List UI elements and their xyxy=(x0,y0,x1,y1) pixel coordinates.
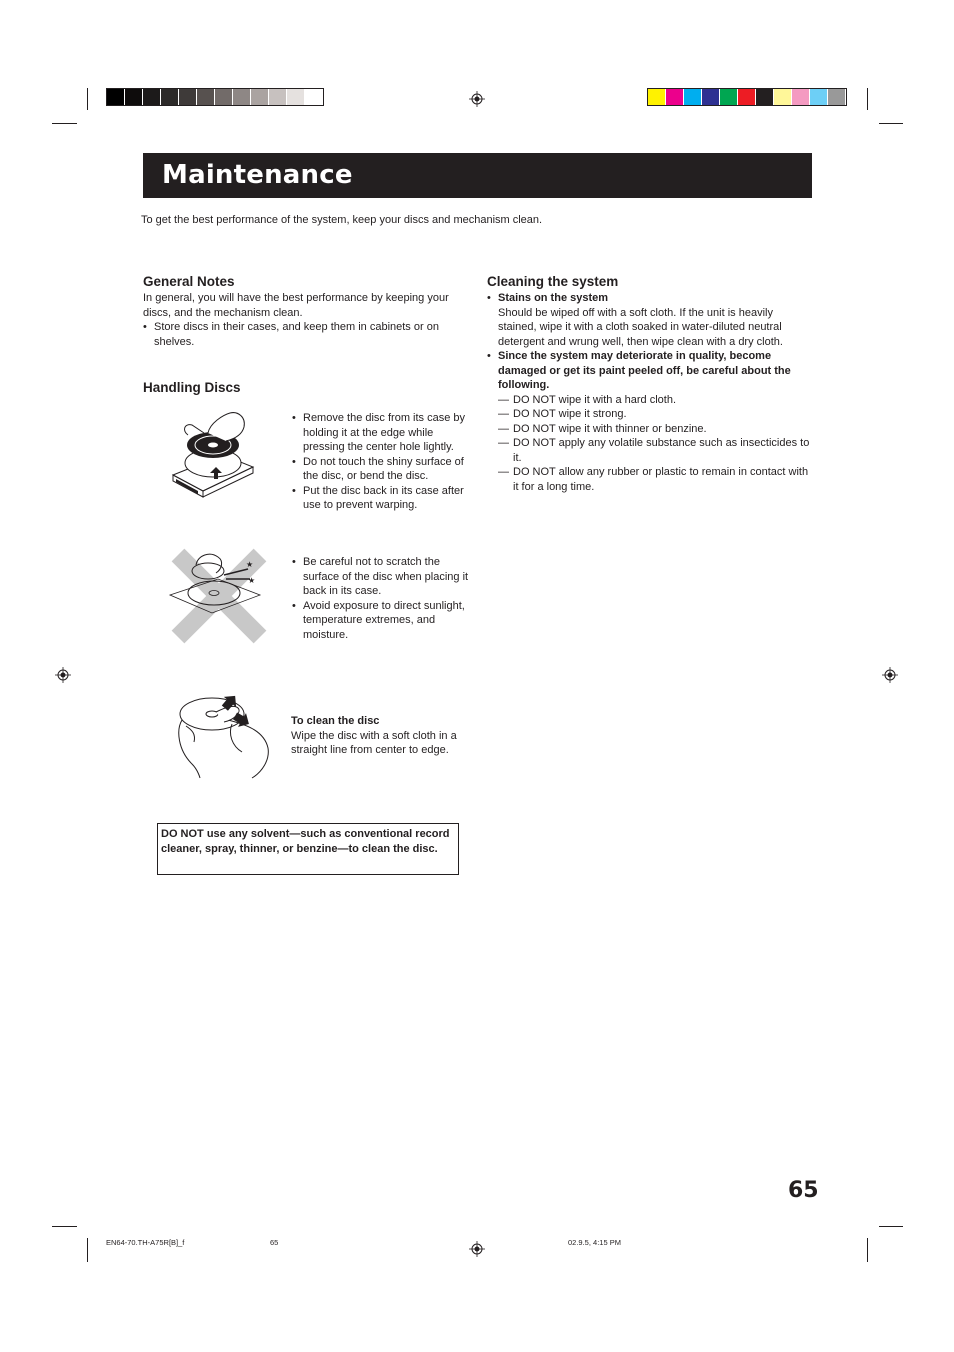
donts-list xyxy=(487,393,814,495)
title-bar xyxy=(143,153,812,198)
list-item: — DO NOT wipe it strong. xyxy=(498,407,814,422)
list-item: • Store discs in their cases, and keep them in cabinets or on shelves. xyxy=(143,320,473,349)
color-swatch xyxy=(648,89,666,105)
registration-mark-icon xyxy=(469,91,485,107)
list-item: • Put the disc back in its case after use to prevent warping. xyxy=(292,484,470,513)
list-item xyxy=(487,349,814,494)
color-swatch xyxy=(125,89,143,105)
general-notes-section xyxy=(143,291,473,349)
caution-title: Since the system may deteriorate in quality, become damaged or get its paint peeled off, be careful about the following. xyxy=(498,350,791,391)
disc-removal-illustration xyxy=(168,405,258,500)
color-swatch xyxy=(161,89,179,105)
handling-list-1 xyxy=(292,411,470,513)
color-swatch xyxy=(197,89,215,105)
color-swatch xyxy=(179,89,197,105)
color-swatch-bar xyxy=(647,88,847,106)
registration-mark-icon xyxy=(469,1241,485,1257)
crop-mark xyxy=(867,1238,868,1262)
clean-disc-title: To clean the disc xyxy=(291,715,380,727)
clean-disc-section xyxy=(291,714,469,758)
crop-mark xyxy=(867,88,868,110)
crop-mark xyxy=(879,123,903,124)
list-item xyxy=(487,291,814,349)
list-item: — DO NOT wipe it with thinner or benzine. xyxy=(498,422,814,437)
color-swatch xyxy=(287,89,305,105)
color-swatch xyxy=(738,89,756,105)
list-item: • Remove the disc from its case by holding it at the edge while pressing the center hole lightly. xyxy=(292,411,470,455)
list-item: — DO NOT wipe it with a hard cloth. xyxy=(498,393,814,408)
color-swatch xyxy=(143,89,161,105)
color-swatch xyxy=(684,89,702,105)
svg-text:★: ★ xyxy=(248,576,256,585)
color-swatch xyxy=(305,89,323,105)
color-swatch xyxy=(107,89,125,105)
general-notes-text: In general, you will have the best performance by keeping your discs, and the mechanism clean. xyxy=(143,292,449,319)
crop-mark xyxy=(87,1238,88,1262)
intro-text: To get the best performance of the system, keep your discs and mechanism clean. xyxy=(141,214,543,226)
crop-mark xyxy=(52,1226,77,1227)
handling-discs-heading: Handling Discs xyxy=(143,380,241,395)
page-title: Maintenance xyxy=(162,160,353,190)
cleaning-system-section xyxy=(487,291,814,494)
color-swatch xyxy=(792,89,810,105)
solvent-warning-box: DO NOT use any solvent—such as conventional record cleaner, spray, thinner, or benzine—to clean the disc. xyxy=(157,823,459,875)
color-swatch xyxy=(828,89,846,105)
color-swatch xyxy=(251,89,269,105)
stains-text: Should be wiped off with a soft cloth. If the unit is heavily stained, wipe it with a cloth soaked in water-diluted neutral detergent and wrung well, then wipe clean with a dry cloth. xyxy=(498,306,783,348)
footer-date: 02.9.5, 4:15 PM xyxy=(568,1238,621,1247)
grayscale-swatch-bar xyxy=(106,88,324,106)
color-swatch xyxy=(233,89,251,105)
list-item: • Avoid exposure to direct sunlight, temperature extremes, and moisture. xyxy=(292,599,470,643)
color-swatch xyxy=(215,89,233,105)
cleaning-system-heading: Cleaning the system xyxy=(487,274,619,289)
cleaning-system-list xyxy=(487,291,814,494)
general-notes-heading: General Notes xyxy=(143,274,235,289)
general-notes-list xyxy=(143,320,473,349)
list-item: • Do not touch the shiny surface of the disc, or bend the disc. xyxy=(292,455,470,484)
disc-cleaning-illustration xyxy=(172,690,272,780)
page-number: 65 xyxy=(788,1178,819,1203)
color-swatch xyxy=(666,89,684,105)
color-swatch xyxy=(810,89,828,105)
footer-page: 65 xyxy=(270,1238,279,1247)
list-item: — DO NOT apply any volatile substance such as insecticides to it. xyxy=(498,436,814,465)
clean-disc-text: Wipe the disc with a soft cloth in a straight line from center to edge. xyxy=(291,729,457,756)
list-item: — DO NOT allow any rubber or plastic to remain in contact with it for a long time. xyxy=(498,465,814,494)
color-swatch xyxy=(756,89,774,105)
color-swatch xyxy=(720,89,738,105)
color-swatch xyxy=(269,89,287,105)
registration-mark-icon xyxy=(55,667,71,683)
color-swatch xyxy=(702,89,720,105)
color-swatch xyxy=(774,89,792,105)
registration-mark-icon xyxy=(882,667,898,683)
list-item: • Be careful not to scratch the surface of the disc when placing it back in its case. xyxy=(292,555,470,599)
disc-scratch-warning-illustration xyxy=(168,545,268,645)
crop-mark xyxy=(87,88,88,110)
crop-mark xyxy=(879,1226,903,1227)
footer-file: EN64-70.TH-A75R[B]_f xyxy=(106,1238,185,1247)
crop-mark xyxy=(52,123,77,124)
svg-text:★: ★ xyxy=(246,560,254,569)
stains-title: Stains on the system xyxy=(498,292,609,304)
handling-list-2 xyxy=(292,555,470,642)
